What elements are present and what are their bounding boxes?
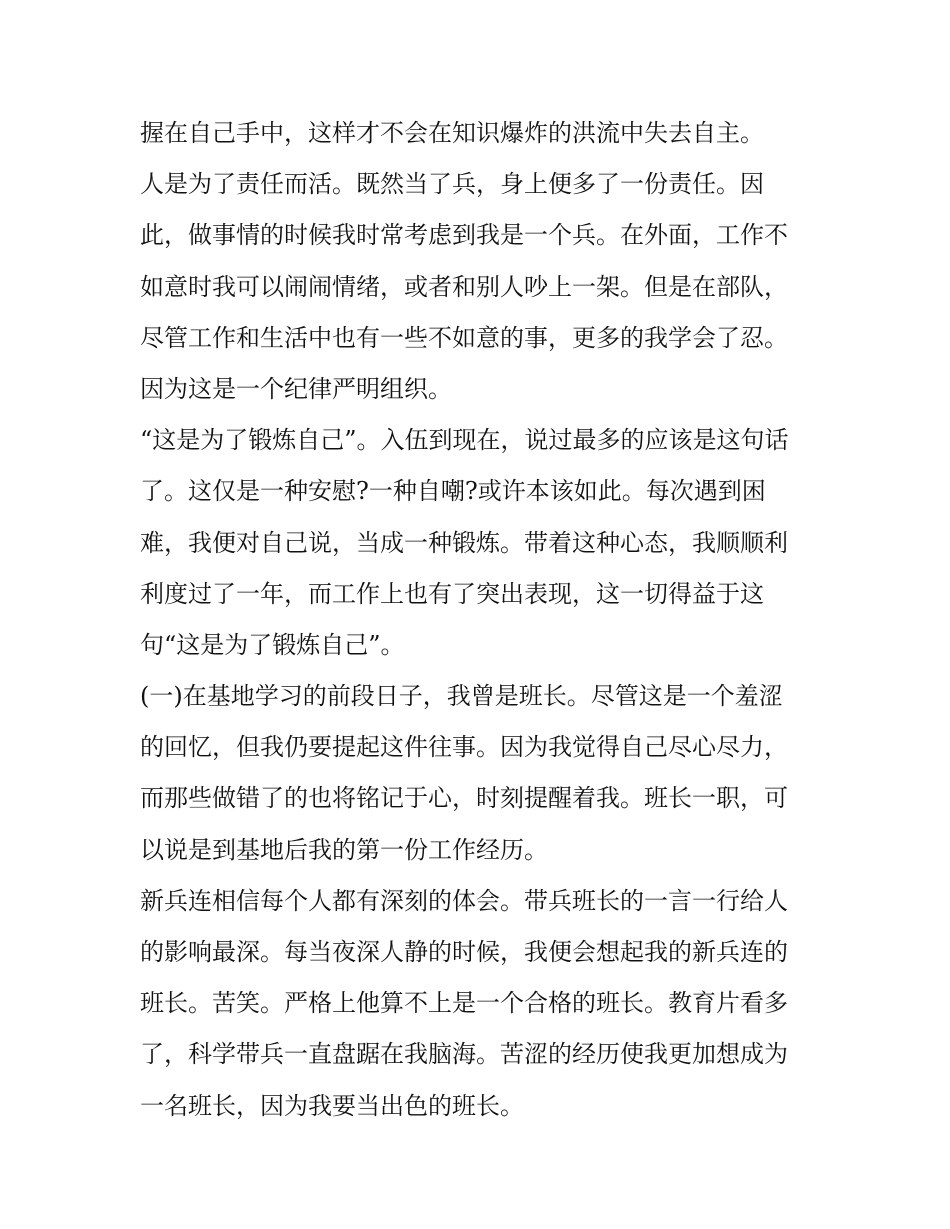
text-line: 此，做事情的时候我时常考虑到我是一个兵。在外面，工作不 (140, 221, 788, 250)
text-line: 一名班长，因为我要当出色的班长。 (140, 1091, 524, 1120)
text-line: 班长。苦笑。严格上他算不上是一个合格的班长。教育片看多 (140, 989, 788, 1018)
text-line: 难，我便对自己说，当成一种锻炼。带着这种心态，我顺顺利 (140, 528, 788, 557)
text-line: (一)在基地学习的前段日子，我曾是班长。尽管这是一个羞涩 (140, 682, 783, 711)
text-line: 利度过了一年，而工作上也有了突出表现，这一切得益于这 (140, 579, 764, 608)
text-line: 因为这是一个纪律严明组织。 (140, 374, 452, 403)
text-line: 而那些做错了的也将铭记于心，时刻提醒着我。班长一职，可 (140, 784, 788, 813)
text-line: 句“这是为了锻炼自己”。 (140, 630, 405, 659)
text-line: 的影响最深。每当夜深人静的时候，我便会想起我的新兵连的 (140, 938, 788, 966)
text-line: 尽管工作和生活中也有一些不如意的事，更多的我学会了忍。 (140, 323, 788, 352)
text-line: 新兵连相信每个人都有深刻的体会。带兵班长的一言一行给人 (140, 886, 788, 915)
text-line: 的回忆，但我仍要提起这件往事。因为我觉得自己尽心尽力， (140, 733, 788, 762)
text-line: 了。这仅是一种安慰?一种自嘲?或许本该如此。每次遇到困 (140, 477, 766, 506)
text-line: 了，科学带兵一直盘踞在我脑海。苦涩的经历使我更加想成为 (140, 1040, 788, 1069)
text-line: 握在自己手中，这样才不会在知识爆炸的洪流中失去自主。 (140, 119, 764, 147)
text-line: 以说是到基地后我的第一份工作经历。 (140, 835, 548, 864)
text-line: “这是为了锻炼自己”。入伍到现在，说过最多的应该是这句话 (140, 426, 789, 455)
text-line: 人是为了责任而活。既然当了兵，身上便多了一份责任。因 (140, 170, 764, 199)
text-line: 如意时我可以闹闹情绪，或者和别人吵上一架。但是在部队， (140, 272, 788, 301)
document-body (140, 108, 820, 1132)
